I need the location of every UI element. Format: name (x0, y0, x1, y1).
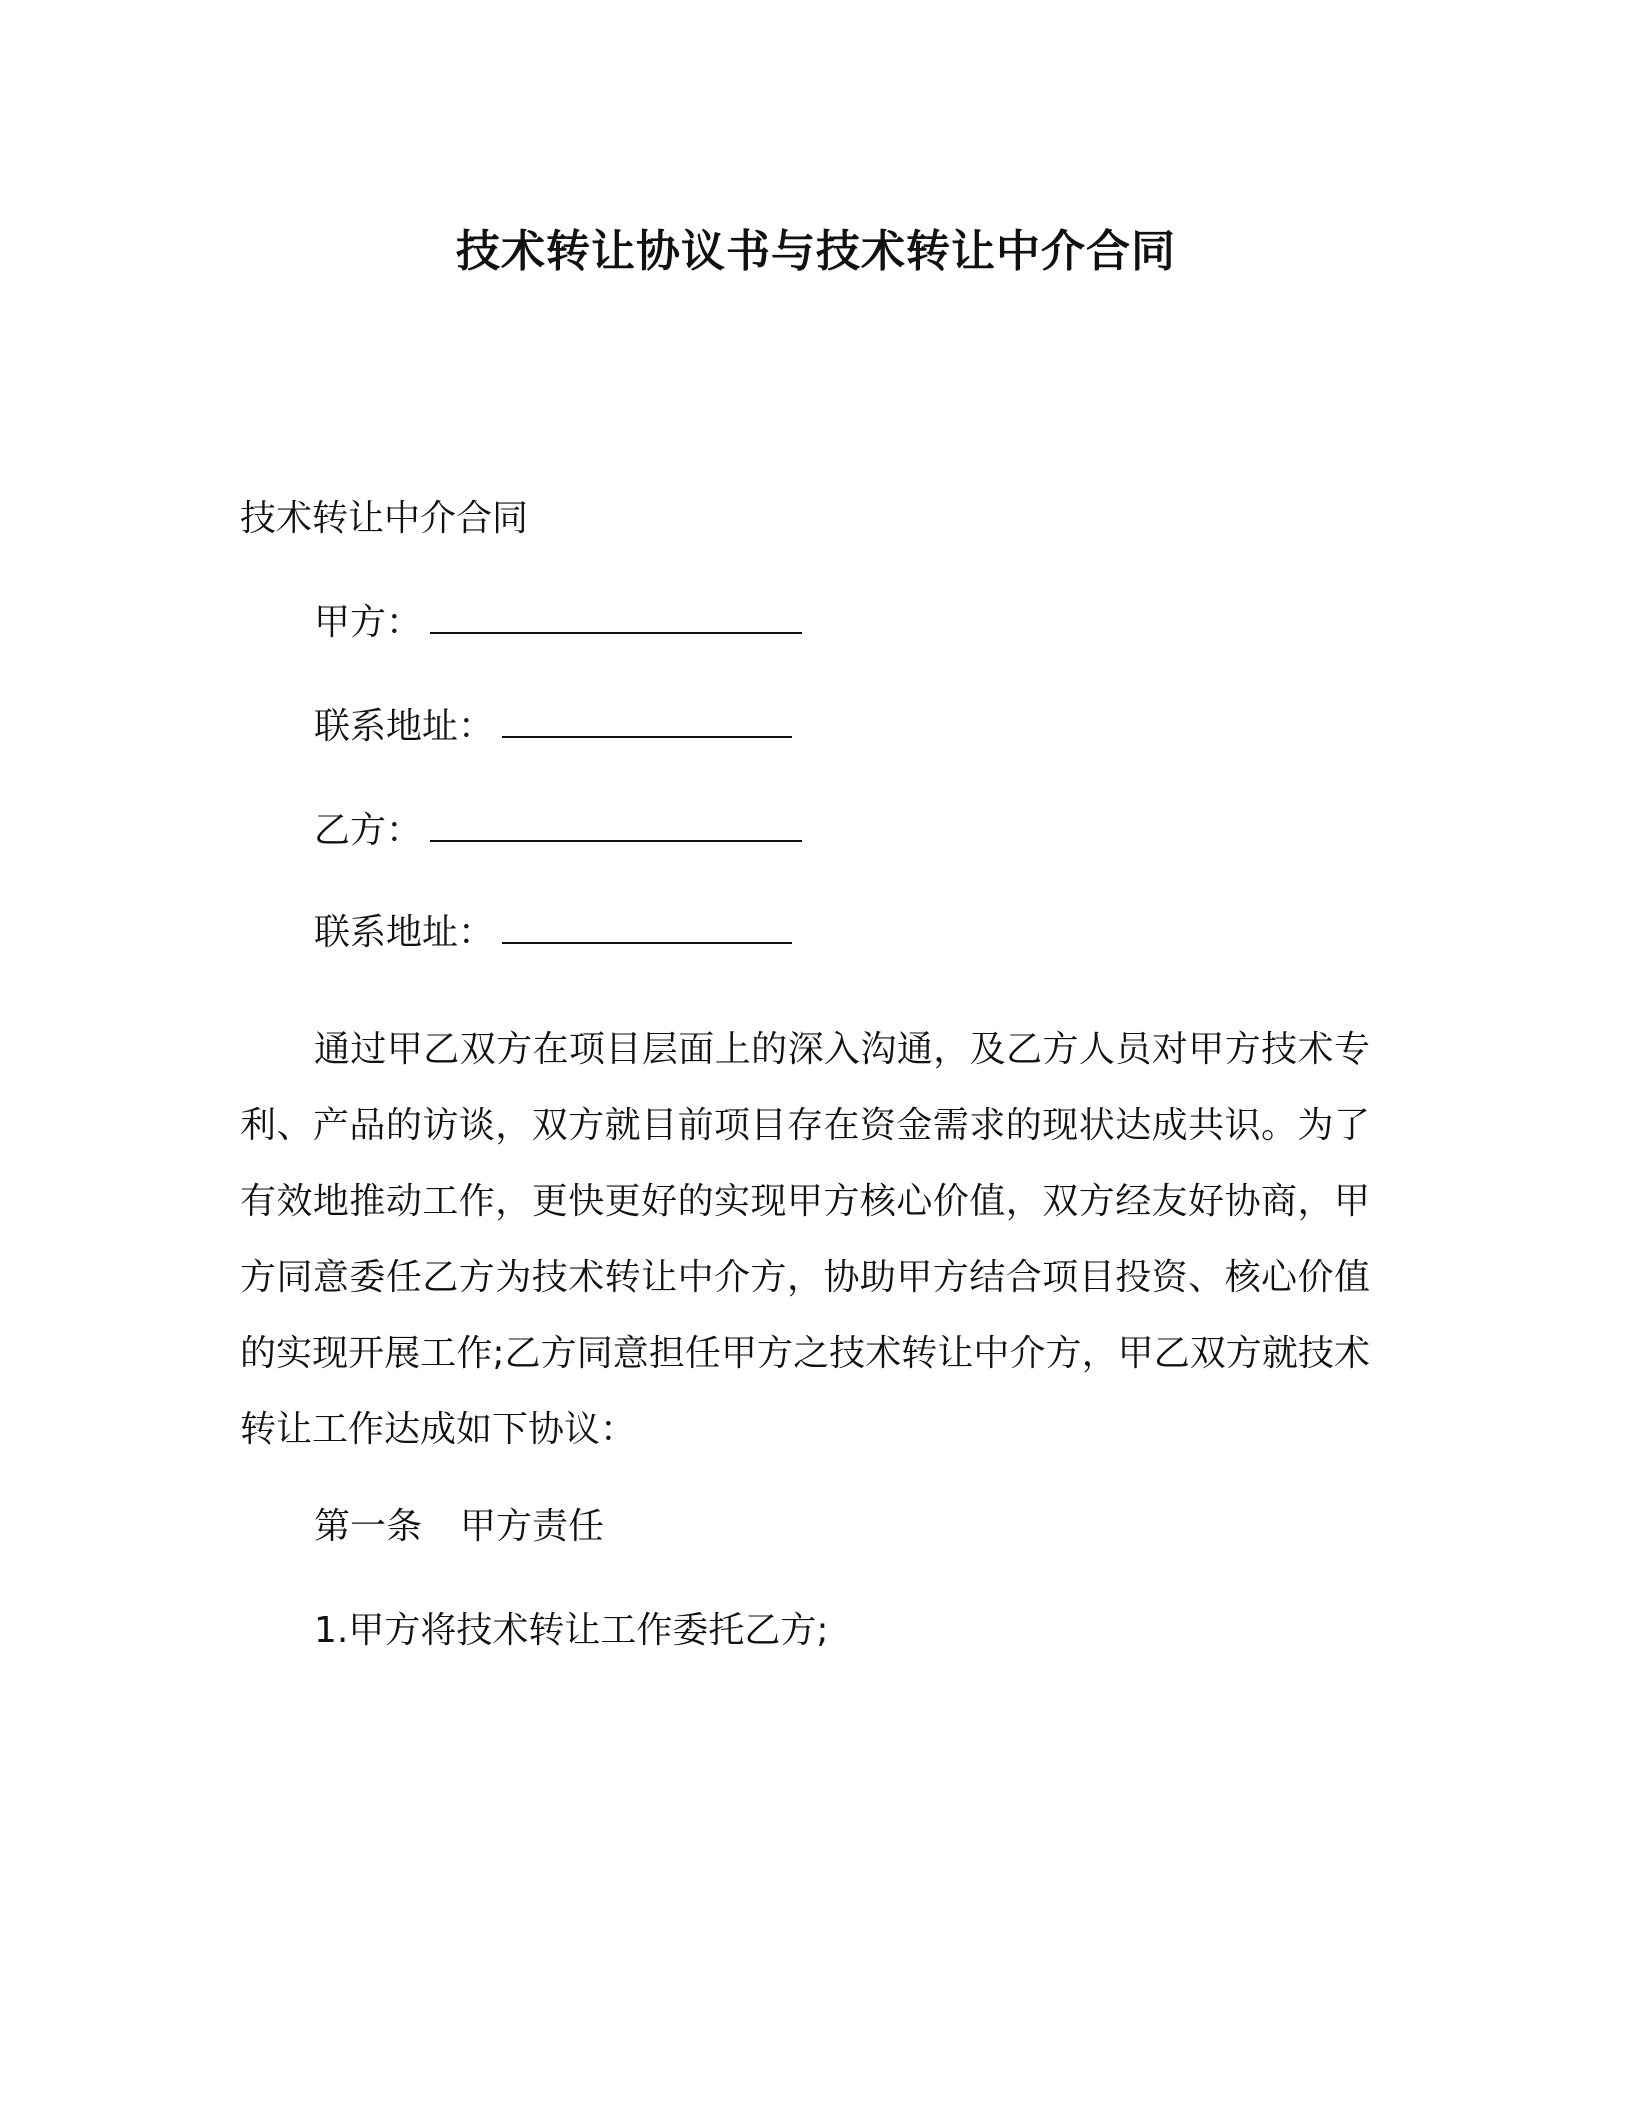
party-b-blank (430, 806, 802, 842)
article-1-title: 甲方责任 (460, 1506, 605, 1547)
document-title: 技术转让协议书与技术转让中介合同 (456, 226, 1176, 277)
party-b-address-blank (502, 908, 792, 944)
party-a-address-label: 联系地址： (314, 706, 495, 747)
contract-subtitle: 技术转让中介合同 (240, 498, 529, 539)
intro-paragraph: 通过甲乙双方在项目层面上的深入沟通，及乙方人员对甲方技术专利、产品的访谈，双方就目前项目存在资金需求的现状达成共识。为了有效地推动工作，更快更好的实现甲方核心价值，双方经友好协商，甲方同意委任乙方为技术转让中介方，协助甲方结合项目投资、核心价值的实现开展工作;乙方同意担任甲方之技术转让中介方，甲乙双方就技术转让工作达成如下协议： (240, 1029, 1370, 1450)
party-b-field (314, 806, 802, 856)
party-a-address-field (314, 702, 792, 752)
party-a-label: 甲方： (314, 602, 423, 643)
party-b-label: 乙方： (314, 810, 423, 851)
party-b-address-label: 联系地址： (314, 912, 495, 953)
article-1-number: 第一条 (314, 1506, 423, 1547)
article-1-item-1: 1.甲方将技术转让工作委托乙方; (314, 1610, 829, 1651)
party-a-address-blank (502, 702, 792, 738)
party-b-address-field (314, 908, 792, 958)
party-a-field (314, 598, 802, 648)
article-1-heading (314, 1502, 604, 1552)
party-a-blank (430, 598, 802, 634)
